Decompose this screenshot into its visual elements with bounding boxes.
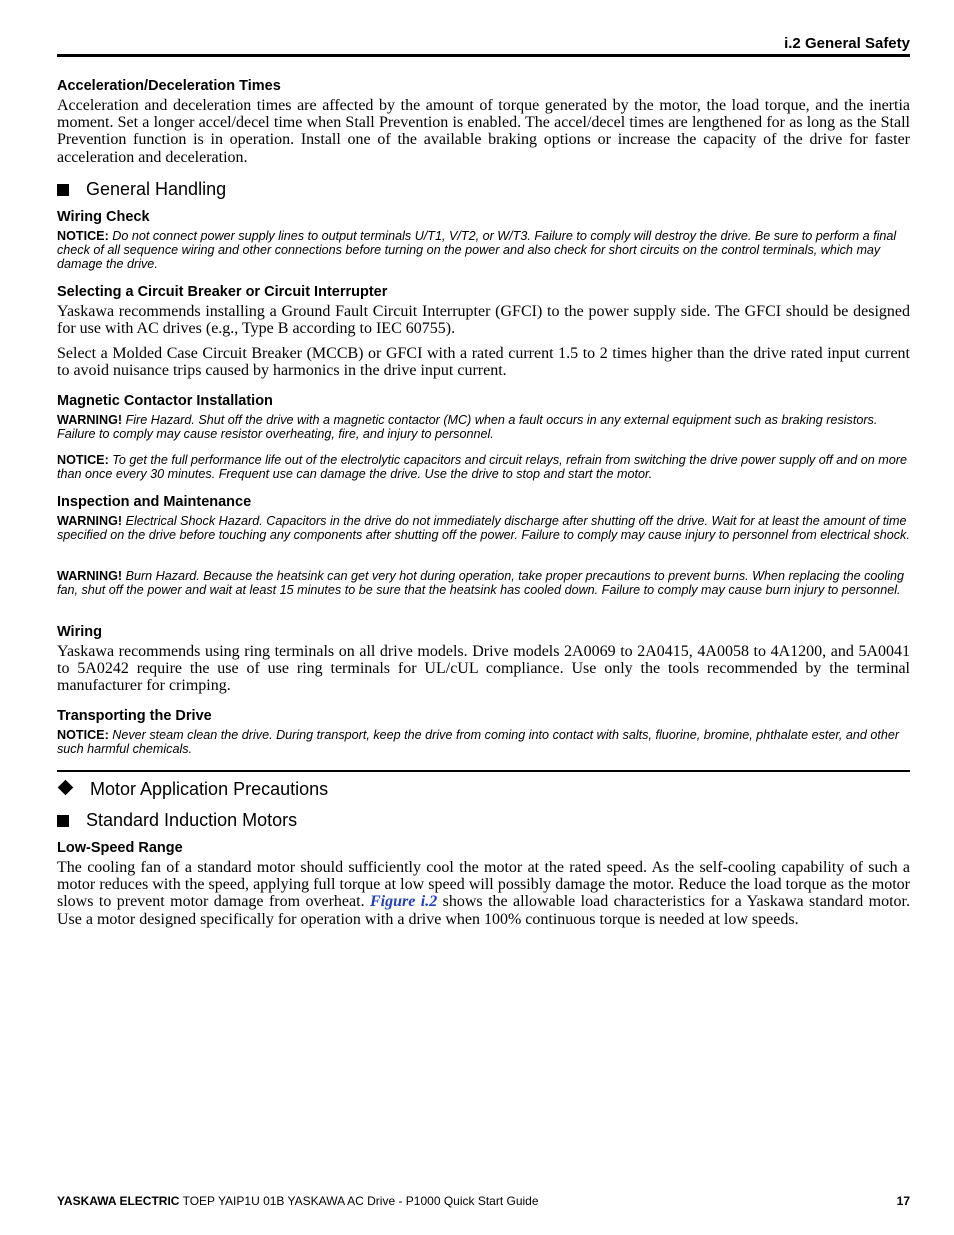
induction-heading [57, 810, 910, 831]
contactor-notice [57, 453, 910, 481]
transport-notice [57, 728, 910, 756]
figure-link[interactable]: Figure i.2 [370, 893, 438, 911]
warning-label: WARNING! [57, 569, 123, 583]
diamond-bullet-icon [58, 780, 74, 796]
low-speed-text-start: The cooling fan of a standard motor should sufficiently cool the motor at the rated speed. As the self-cooling capability of such a motor reduces with the speed, applying full torque at low speed will possibly damage the motor. Reduce the load torque as the motor slows to prevent motor damage from overheat. [57, 859, 910, 911]
section-header-title: i.2 General Safety [784, 35, 910, 52]
notice-text: Do not connect power supply lines to output terminals U/T1, V/T2, or W/T3. Failure to comply will destroy the drive. Be sure to perform a final check of all sequence wiring and other connections before turning on the power and also check for short circuits on the control terminals, which may damage the drive. [57, 229, 897, 271]
wiring-heading: Wiring [57, 624, 102, 640]
accel-text: Acceleration and deceleration times are affected by the amount of torque generated by the motor, the load torque, and the inertia moment. Set a longer accel/decel time when Stall Prevention is enabled. The accel/decel times are lengthened for as long as the Stall Prevention function is in operation. Install one of the available braking options or increase the capacity of the drive for faster acceleration and deceleration. [57, 97, 910, 166]
transport-heading: Transporting the Drive [57, 708, 212, 724]
low-speed-text-end: shows the allowable load characteristics for a Yaskawa standard motor. Use a motor designed specifically for operation with a drive when 100% continuous torque is needed at low speeds. [57, 893, 910, 928]
breaker-text-1: Yaskawa recommends installing a Ground Fault Circuit Interrupter (GFCI) to the power supply side. The GFCI should be designed for use with AC drives (e.g., Type B according to IEC 60755). [57, 303, 910, 338]
contactor-warning [57, 413, 910, 441]
motor-precautions-heading [57, 779, 910, 800]
warning-label: WARNING! [57, 413, 123, 427]
inspection-warning-1 [57, 514, 910, 542]
notice-text: Never steam clean the drive. During transport, keep the drive from coming into contact with salts, fluorine, bromine, phthalate ester, and other such harmful chemicals. [57, 728, 900, 756]
wiring-check-heading: Wiring Check [57, 209, 150, 225]
inspection-warning-2 [57, 569, 910, 597]
page-number: 17 [896, 1194, 910, 1208]
footer-doc-title: TOEP YAIP1U 01B YASKAWA AC Drive - P1000 Quick Start Guide [179, 1194, 539, 1208]
header-rule [57, 54, 910, 57]
warning-text: Fire Hazard. Shut off the drive with a magnetic contactor (MC) when a fault occurs in any external equipment such as braking resistors. Failure to comply may cause resistor overheating, fire, and injury to personnel. [57, 413, 878, 441]
general-handling-title: General Handling [86, 179, 227, 199]
square-bullet-icon [57, 184, 69, 196]
contactor-heading: Magnetic Contactor Installation [57, 393, 273, 409]
wiring-text: Yaskawa recommends using ring terminals on all drive models. Drive models 2A0069 to 2A0415, 4A0058 to 4A1200, and 5A0041 to 5A0242 require the use of use ring terminals for UL/cUL compliance. Use only the tools recommended by the terminal manufacturer for crimping. [57, 643, 910, 695]
warning-text: Burn Hazard. Because the heatsink can get very hot during operation, take proper precautions to prevent burns. When replacing the cooling fan, shut off the power and wait at least 15 minutes to be sure that the heatsink has cooled down. Failure to comply may cause burn injury to personnel. [57, 569, 905, 597]
square-bullet-icon [57, 815, 69, 827]
accel-heading: Acceleration/Deceleration Times [57, 78, 281, 94]
general-handling-heading [57, 179, 910, 200]
low-speed-text [57, 859, 910, 928]
inspection-heading: Inspection and Maintenance [57, 494, 252, 510]
warning-label: WARNING! [57, 514, 123, 528]
notice-label: NOTICE: [57, 453, 109, 467]
motor-precautions-title: Motor Application Precautions [90, 779, 329, 799]
breaker-heading: Selecting a Circuit Breaker or Circuit Interrupter [57, 284, 388, 300]
footer-company: YASKAWA ELECTRIC [57, 1194, 180, 1208]
notice-text: To get the full performance life out of the electrolytic capacitors and circuit relays, refrain from switching the drive power supply off and on more than once every 30 minutes. Frequent use can damage the drive. Use the drive to stop and start the motor. [57, 453, 908, 481]
breaker-text-2: Select a Molded Case Circuit Breaker (MCCB) or GFCI with a rated current 1.5 to 2 times higher than the drive rated input current to avoid nuisance trips caused by harmonics in the drive input current. [57, 345, 910, 380]
section-rule [57, 770, 910, 772]
footer-document-info [57, 1194, 539, 1208]
induction-title: Standard Induction Motors [86, 810, 298, 830]
wiring-check-notice [57, 229, 910, 271]
low-speed-heading: Low-Speed Range [57, 840, 183, 856]
warning-text: Electrical Shock Hazard. Capacitors in the drive do not immediately discharge after shutting off the drive. Wait for at least the amount of time specified on the drive before touching any components after shutting off the power. Failure to comply may cause injury to personnel from electrical shock. [57, 514, 910, 542]
notice-label: NOTICE: [57, 229, 109, 243]
notice-label: NOTICE: [57, 728, 109, 742]
